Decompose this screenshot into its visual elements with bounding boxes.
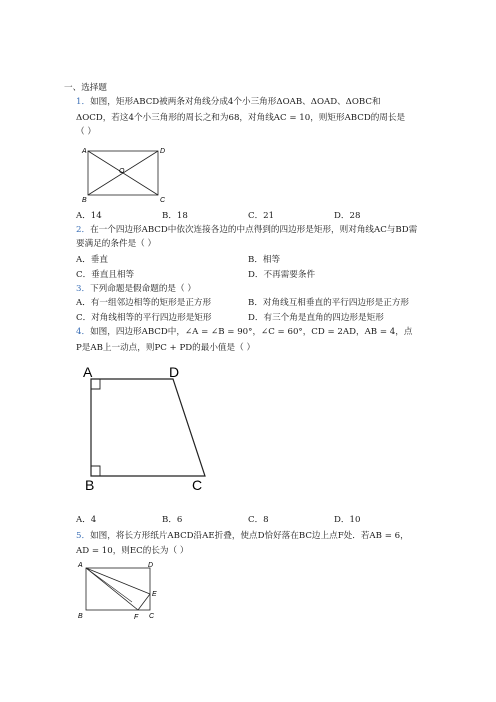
question-4-option-b[interactable]: B．6	[162, 515, 183, 525]
right-angle-b	[91, 466, 100, 476]
question-1-line-1: 1．如图，矩形ABCD被两条对角线分成4个小三角形ΔOAB、ΔOAD、ΔOBC和	[76, 97, 381, 107]
question-4-figure	[82, 364, 212, 494]
question-5-figure	[76, 560, 166, 622]
question-5-line-1: 5．如图，将长方形纸片ABCD沿AE折叠，使点D恰好落在BC边上点F处．若AB = 6，	[76, 531, 409, 541]
label-a: A	[83, 364, 93, 380]
question-5-number: 5．	[76, 531, 91, 541]
question-4-line-2: P是AB上一动点，则PC + PD的最小值是（ ）	[76, 343, 256, 353]
label-a: A	[82, 148, 87, 155]
label-d: D	[160, 148, 166, 155]
question-3-option-d[interactable]: D．有三个角是直角的四边形是矩形	[248, 313, 384, 323]
question-3-option-c[interactable]: C．对角线相等的平行四边形是矩形	[76, 313, 212, 323]
segment-af	[86, 568, 138, 610]
question-1-line-2: ΔOCD，若这4个小三角形的周长之和为68，对角线AC = 10，则矩形ABCD的周长是	[76, 113, 406, 123]
question-1-line-3: （ ）	[76, 127, 96, 137]
question-1-option-a[interactable]: A．14	[76, 211, 102, 221]
question-1-option-d[interactable]: D．28	[334, 211, 361, 221]
fold-hint-line	[86, 568, 132, 602]
label-f: F	[134, 614, 139, 621]
question-4-number: 4．	[76, 327, 91, 337]
fold-line-ae	[86, 568, 150, 594]
question-2-number: 2．	[76, 225, 91, 235]
question-2-line-2: 要满足的条件是（ ）	[76, 239, 157, 249]
question-3-option-a[interactable]: A．有一组邻边相等的矩形是正方形	[76, 298, 212, 308]
label-e: E	[152, 591, 157, 598]
question-1-option-c[interactable]: C．21	[248, 211, 275, 221]
label-c: C	[192, 477, 203, 493]
label-b: B	[82, 197, 87, 204]
label-c: C	[160, 197, 166, 204]
question-2-line-1: 2．在一个四边形ABCD中依次连接各边的中点得到的四边形是矩形，则对角线AC与BD需	[76, 225, 418, 235]
question-2-option-d[interactable]: D．不再需要条件	[248, 270, 316, 280]
section-title: 一、选择题	[64, 83, 107, 93]
right-angle-a	[91, 379, 100, 389]
label-d: D	[169, 364, 180, 380]
question-2-option-a[interactable]: A．垂直	[76, 255, 108, 265]
label-b: B	[78, 613, 83, 620]
question-4-option-a[interactable]: A．4	[76, 515, 97, 525]
question-3-option-b[interactable]: B．对角线互相垂直的平行四边形是正方形	[248, 298, 410, 308]
label-d: D	[148, 562, 154, 569]
question-4-option-d[interactable]: D．10	[334, 515, 361, 525]
question-5-line-2: AD = 10，则EC的长为（ ）	[76, 546, 189, 556]
question-1-number: 1．	[76, 97, 91, 107]
rectangle-abcd	[86, 568, 150, 610]
question-2-option-b[interactable]: B．相等	[248, 255, 281, 265]
label-a: A	[78, 562, 83, 569]
question-3-number: 3．	[76, 284, 91, 294]
question-4-option-c[interactable]: C．8	[248, 515, 269, 525]
segment-fe	[138, 594, 150, 610]
question-1-option-b[interactable]: B．18	[162, 211, 188, 221]
quadrilateral-abcd	[91, 379, 205, 476]
question-2-option-c[interactable]: C．垂直且相等	[76, 270, 135, 280]
question-4-line-1: 4．如图，四边形ABCD中，∠A = ∠B = 90°，∠C = 60°，CD = 2AD，AB = 4，点	[76, 327, 413, 337]
question-1-figure	[82, 146, 172, 206]
label-o: O	[119, 168, 125, 175]
label-b: B	[85, 477, 95, 493]
question-3-line-1: 3．下列命题是假命题的是（ ）	[76, 284, 196, 294]
label-c: C	[149, 613, 155, 620]
